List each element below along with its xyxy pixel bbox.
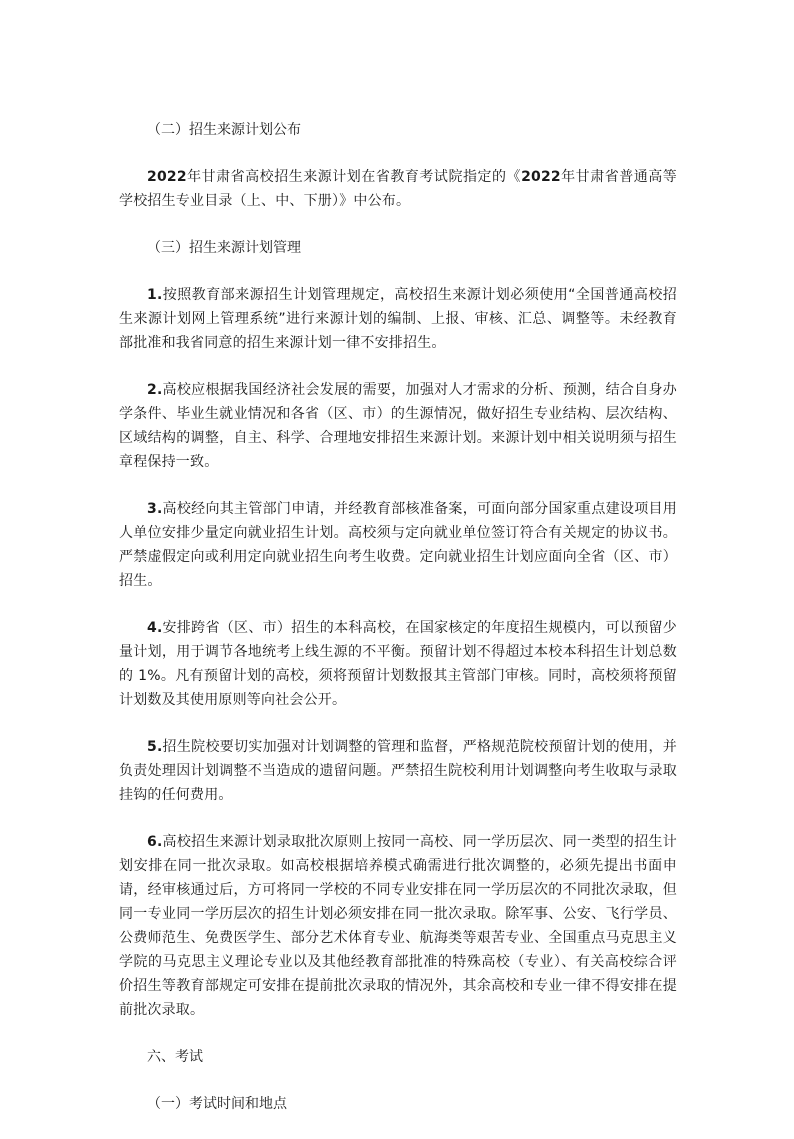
list-item: [119, 616, 677, 712]
year-number: 2022: [521, 169, 561, 185]
list-item: [119, 830, 677, 1022]
item-number: 2.: [147, 382, 163, 398]
section-heading-6: 六、考试: [147, 1049, 203, 1065]
list-item: [119, 735, 677, 807]
list-item: [119, 497, 677, 593]
section-heading-2: （二）招生来源计划公布: [147, 122, 301, 138]
paragraph-text: 年甘肃省普通高等学校招生专业目录（上、中、下册）》中公布。: [119, 169, 677, 209]
document-body: [119, 118, 677, 1139]
item-text: 安排跨省（区、市）招生的本科高校，在国家核定的年度招生规模内，可以预留少量计划，用于调节各地统考上线生源的不平衡。预留计划不得超过本校本科招生计划总数的 1%。凡有预留计划的高校，须将预留计划数报其主管部门审核。同时，高校须将预留计划数及其使用原则等向社会公开。: [119, 620, 677, 708]
list-item: [119, 378, 677, 474]
item-number: 6.: [147, 834, 163, 850]
paragraph-text: 年甘肃省高校招生来源计划在省教育考试院指定的《: [186, 169, 522, 185]
item-text: 高校招生来源计划录取批次原则上按同一高校、同一学历层次、同一类型的招生计划安排在同一批次录取。如高校根据培养模式确需进行批次调整的，必须先提出书面申请，经审核通过后，方可将同一学校的不同专业安排在同一学历层次的不同批次录取，但同一专业同一学历层次的招生计划必须安排在同一批次录取。除军事、公安、飞行学员、公费师范生、免费医学生、部分艺术体育专业、航海类等艰苦专业、全国重点马克思主义学院的马克思主义理论专业以及其他经教育部批准的特殊高校（专业）、有关高校综合评价招生等教育部规定可安排在提前批次录取的情况外，其余高校和专业一律不得安排在提前批次录取。: [119, 834, 677, 1018]
item-text: 按照教育部来源招生计划管理规定，高校招生来源计划必须使用“全国普通高校招生来源计划网上管理系统”进行来源计划的编制、上报、审核、汇总、调整等。未经教育部批准和我省同意的招生来源计划一律不安排招生。: [119, 287, 677, 351]
item-text: 招生院校要切实加强对计划调整的管理和监督，严格规范院校预留计划的使用，并负责处理因计划调整不当造成的遗留问题。严禁招生院校利用计划调整向考生收取与录取挂钩的任何费用。: [119, 739, 677, 803]
item-text: 高校经向其主管部门申请，并经教育部核准备案，可面向部分国家重点建设项目用人单位安排少量定向就业招生计划。高校须与定向就业单位签订符合有关规定的协议书。严禁虚假定向或利用定向就业招生向考生收费。定向就业招生计划应面向全省（区、市）招生。: [119, 501, 677, 589]
item-number: 4.: [147, 620, 163, 636]
item-number: 1.: [147, 287, 163, 303]
item-number: 3.: [147, 501, 163, 517]
item-text: 高校应根据我国经济社会发展的需要，加强对人才需求的分析、预测，结合自身办学条件、毕业生就业情况和各省（区、市）的生源情况，做好招生专业结构、层次结构、区域结构的调整，自主、科学、合理地安排招生来源计划。来源计划中相关说明须与招生章程保持一致。: [119, 382, 677, 470]
section-heading-6-1: （一）考试时间和地点: [147, 1096, 287, 1112]
list-item: [119, 283, 677, 355]
item-number: 5.: [147, 739, 163, 755]
section-heading-3: （三）招生来源计划管理: [147, 240, 301, 256]
year-number: 2022: [147, 169, 187, 185]
section-2-paragraph: [119, 165, 677, 213]
